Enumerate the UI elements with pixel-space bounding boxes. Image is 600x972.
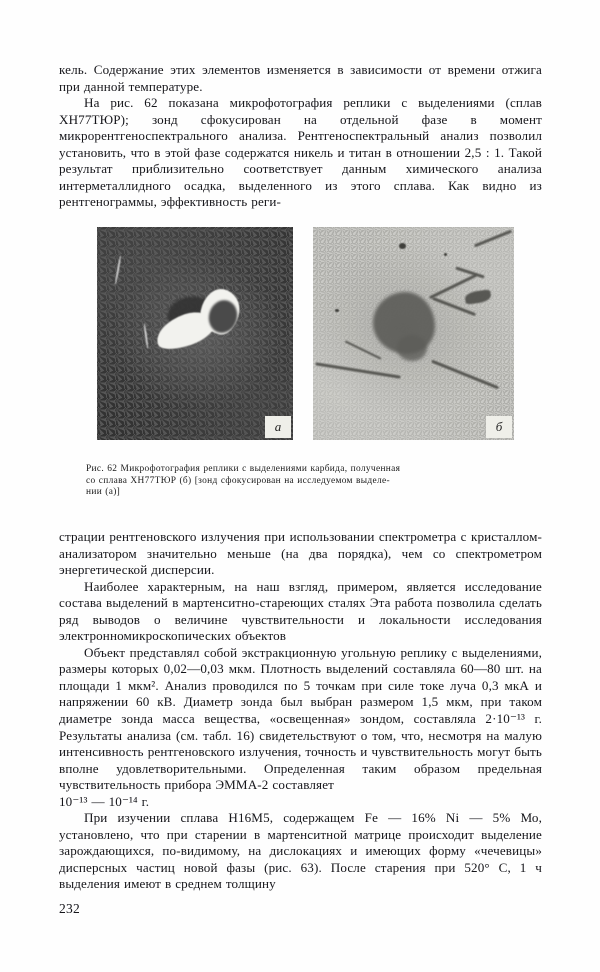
micrograph-b-speck-1 bbox=[399, 243, 406, 249]
micrograph-b-speck-3 bbox=[335, 309, 339, 312]
figure-caption-line-1: Рис. 62 Микрофотография реплики с выделениями карбида, полученная bbox=[86, 464, 401, 474]
figure-panel-label-b: б bbox=[486, 416, 512, 438]
body-text-bottom bbox=[59, 529, 542, 893]
paragraph-continuation: кель. Содержание этих элементов изменяется в зависимости от времени отжига при данной температуре. bbox=[59, 62, 542, 94]
paragraph-alloy-study: При изучении сплава Н16М5, содержащем Fe — 16% Ni — 5% Мо, установлено, что при старении в мартенситной матрице происходит выделение зарождающихся, по-видимому, на дислокациях и имеющих форму «чечевицы» дисперсных частиц новой фазы (рис. 63). После старения при 520° С, 1 ч выделения имеют в среднем толщину bbox=[59, 810, 542, 892]
body-text-top bbox=[59, 62, 542, 211]
micrograph-panel-a bbox=[97, 227, 293, 440]
paragraph-figure-intro: На рис. 62 показана микрофотография реплики с выделениями (сплав ХН77ТЮР); зонд сфокусирован на отдельной фазе в момент микрорентгеноспектрального анализа. Рентгеноспектральный анализ позволил установить, что в этой фазе содержатся никель и титан в отношении 2,5 : 1. Такой результат приблизительно соответствует данным химического анализа интерметаллидного осадка, выделенного из этого сплава. Как видно из рентгенограммы, эффективность реги- bbox=[59, 95, 542, 210]
figure-panel-label-a: а bbox=[265, 416, 291, 438]
micrograph-b-carbide-lobe bbox=[397, 335, 427, 361]
paragraph-characteristic-example: Наиболее характерным, на наш взгляд, примером, является исследование состава выделений в мартенситно-стареющих сталях Эта работа позволила сделать ряд выводов о величине чувствительности и локальности исследования электронномикроскопических объектов bbox=[59, 578, 542, 644]
figure-62-caption bbox=[86, 464, 514, 499]
paragraph-registration: страции рентгеновского излучения при использовании спектрометра с кристаллом-анализатором значительно меньше (на два порядка), чем со спектрометром энергетической дисперсии. bbox=[59, 529, 542, 578]
figure-caption-line-2: со сплава ХН77ТЮР (б) [зонд сфокусирован на исследуемом выделе- bbox=[86, 475, 390, 486]
micrograph-panel-b bbox=[313, 227, 514, 440]
micrograph-b-speck-2 bbox=[444, 253, 447, 256]
paragraph-object-description: Объект представлял собой экстракционную угольную реплику с выделениями, размеры которых 0,02—0,03 мкм. Плотность выделений составляла 60—80 шт. на площади 1 мкм². Анализ проводился по 5 точкам при силе токе луча 0,3 мкА и напряжении 60 кВ. Диаметр зонда был выбран размером 1,5 мкм, при таком диаметре зонда масса вещества, «освещенная» зондом, составляла 2·10⁻¹³ г. Результаты анализа (см. табл. 16) свидетельствуют о том, что, несмотря на малую интенсивность рентгеновского излучения, точность и чувствительность могут быть вполне удовлетворительными. Определенная таким образом предельная чувствительность прибора ЭММА-2 составляет bbox=[59, 644, 542, 793]
figure-caption-line-3: нии (а)] bbox=[86, 487, 121, 498]
page-number: 232 bbox=[59, 901, 81, 916]
paragraph-sensitivity-value: 10⁻¹³ — 10⁻¹⁴ г. bbox=[59, 793, 150, 809]
figure-62-image-row bbox=[0, 227, 600, 441]
